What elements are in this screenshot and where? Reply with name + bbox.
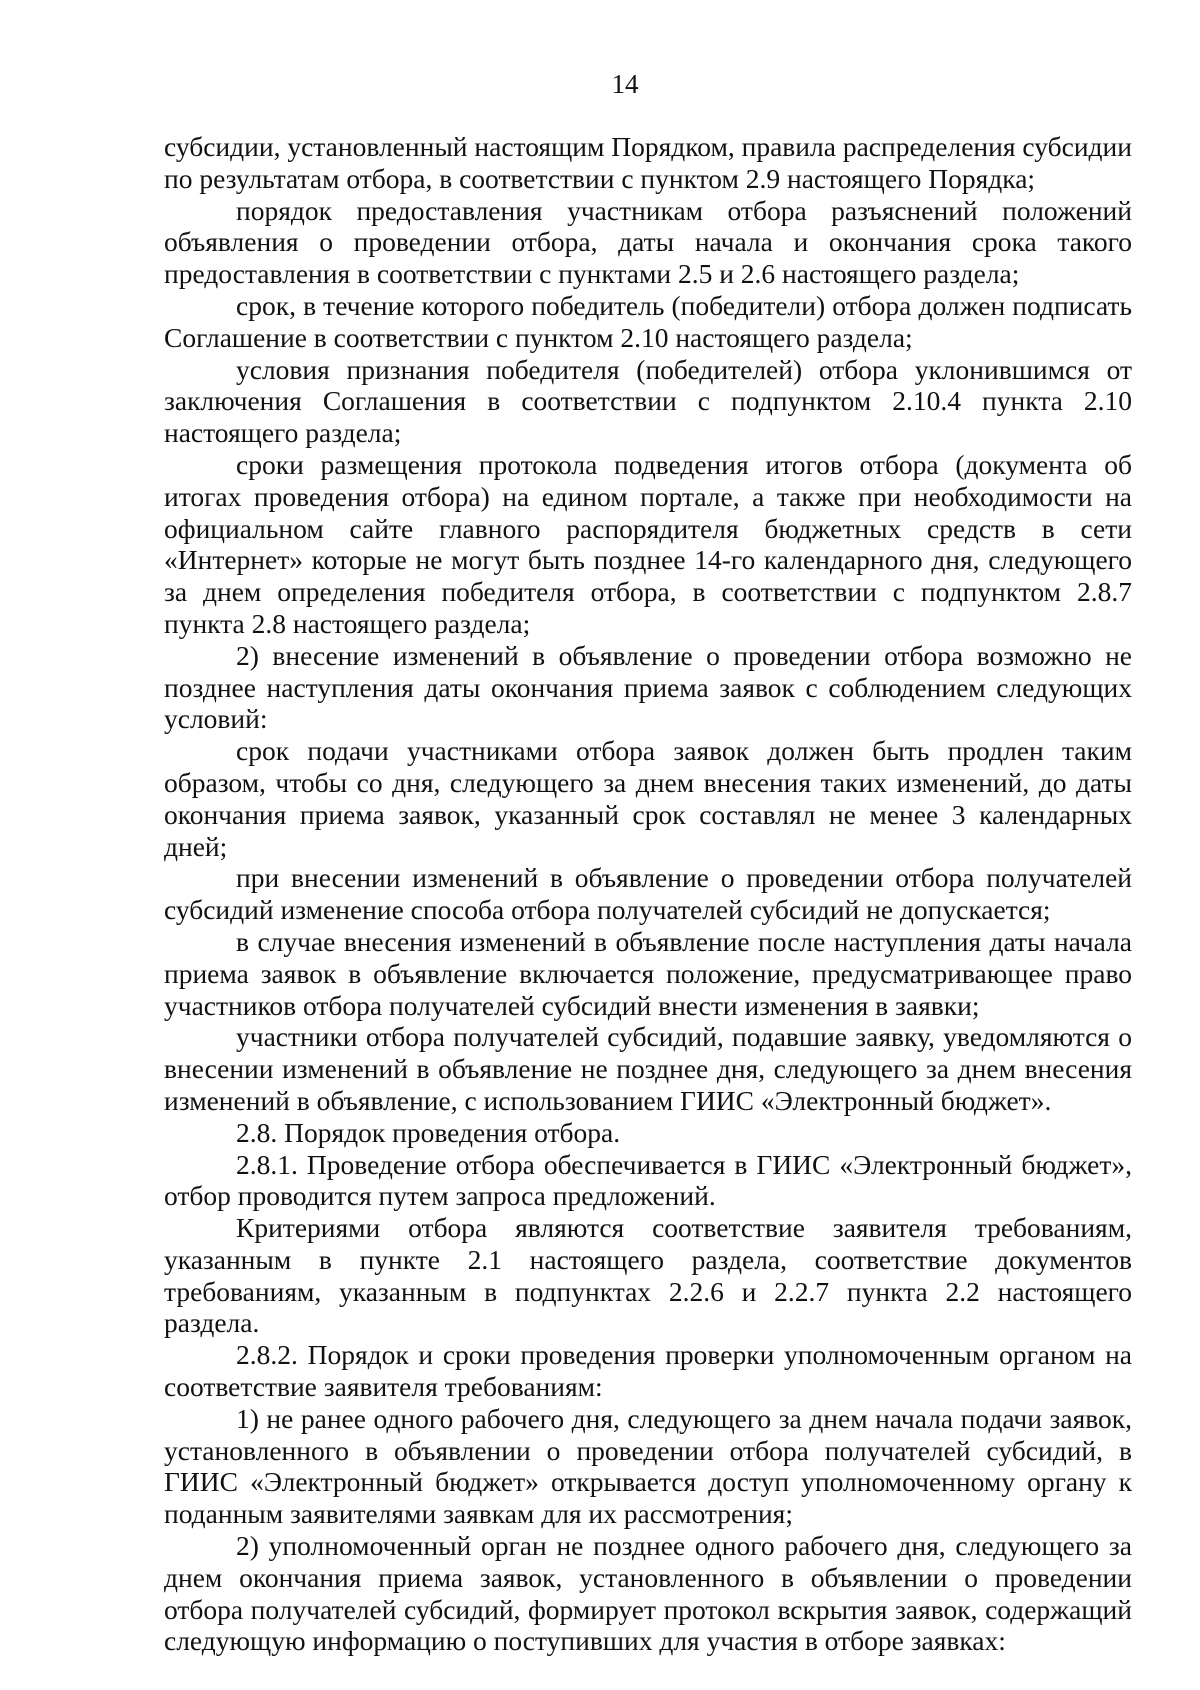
paragraph-application-deadline-extension: срок подачи участниками отбора заявок должен быть продлен таким образом, чтобы со дня, следующего за днем внесения таких изменений, до даты окончания приема заявок, указанный срок составлял не менее 3 календарных дней; [164,735,1132,862]
paragraph-participant-notification: участники отбора получателей субсидий, подавшие заявку, уведомляются о внесении изменений в объявление не позднее дня, следующего за днем внесения изменений в объявление, с использованием ГИИС «Электронный бюджет». [164,1021,1132,1116]
paragraph-selection-criteria: Критериями отбора являются соответствие заявителя требованиям, указанным в пункте 2.1 настоящего раздела, соответствие документов требованиям, указанным в подпунктах 2.2.6 и 2.2.7 пункта 2.2 настоящего раздела. [164,1212,1132,1339]
paragraph-evasion-conditions: условия признания победителя (победителей) отбора уклонившимся от заключения Соглашения в соответствии с подпунктом 2.10.4 пункта 2.10 настоящего раздела; [164,353,1132,449]
section-heading-2-8: 2.8. Порядок проведения отбора. [236,1116,621,1148]
paragraph-application-amendment-right: в случае внесения изменений в объявление после наступления даты начала приема заявок в объявление включается положение, предусматривающее право участников отбора получателей субсидий внести изменения в заявки; [164,925,1132,1021]
paragraph-access-opening: 1) не ранее одного рабочего дня, следующего за днем начала подачи заявок, установленного в объявлении о проведении отбора получателей субсидий, в ГИИС «Электронный бюджет» открывается доступ уполномоченному органу к поданным заявителями заявкам для их рассмотрения; [164,1402,1132,1530]
document-body [164,131,1132,1657]
paragraph-protocol-publication-terms: сроки размещения протокола подведения итогов отбора (документа об итогах проведения отбора) на едином портале, а также при необходимости на официальном сайте главного распорядителя бюджетных средств в сети «Интернет» которые не могут быть позднее 14-го календарного дня, следующего за днем определения победителя отбора, в соответствии с подпунктом 2.8.7 пункта 2.8 настоящего раздела; [164,448,1132,639]
paragraph-subsidy-rules: субсидии, установленный настоящим Порядком, правила распределения субсидии по результатам отбора, в соответствии с пунктом 2.9 настоящего Порядка; [164,131,1132,194]
paragraph-selection-method-unchanged: при внесении изменений в объявление о проведении отбора получателей субсидий изменение способа отбора получателей субсидий не допускается; [164,862,1132,926]
paragraph-2-8-1: 2.8.1. Проведение отбора обеспечивается в ГИИС «Электронный бюджет», отбор проводится путем запроса предложений. [164,1148,1132,1212]
paragraph-opening-protocol: 2) уполномоченный орган не позднее одного рабочего дня, следующего за днем окончания приема заявок, установленного в объявлении о проведении отбора получателей субсидий, формирует протокол вскрытия заявок, содержащий следующую информацию о поступивших для участия в отборе заявках: [164,1530,1132,1657]
page-number: 14 [611,69,639,99]
paragraph-2-8-2: 2.8.2. Порядок и сроки проведения проверки уполномоченным органом на соответствие заявителя требованиям: [164,1339,1132,1403]
paragraph-agreement-signing-term: срок, в течение которого победитель (победители) отбора должен подписать Соглашение в соответствии с пунктом 2.10 настоящего раздела; [164,289,1132,353]
paragraph-announcement-changes: 2) внесение изменений в объявление о проведении отбора возможно не позднее наступления даты окончания приема заявок с соблюдением следующих условий: [164,639,1132,735]
paragraph-clarification-procedure: порядок предоставления участникам отбора разъяснений положений объявления о проведении отбора, даты начала и окончания срока такого предоставления в соответствии с пунктами 2.5 и 2.6 настоящего раздела; [164,194,1132,290]
